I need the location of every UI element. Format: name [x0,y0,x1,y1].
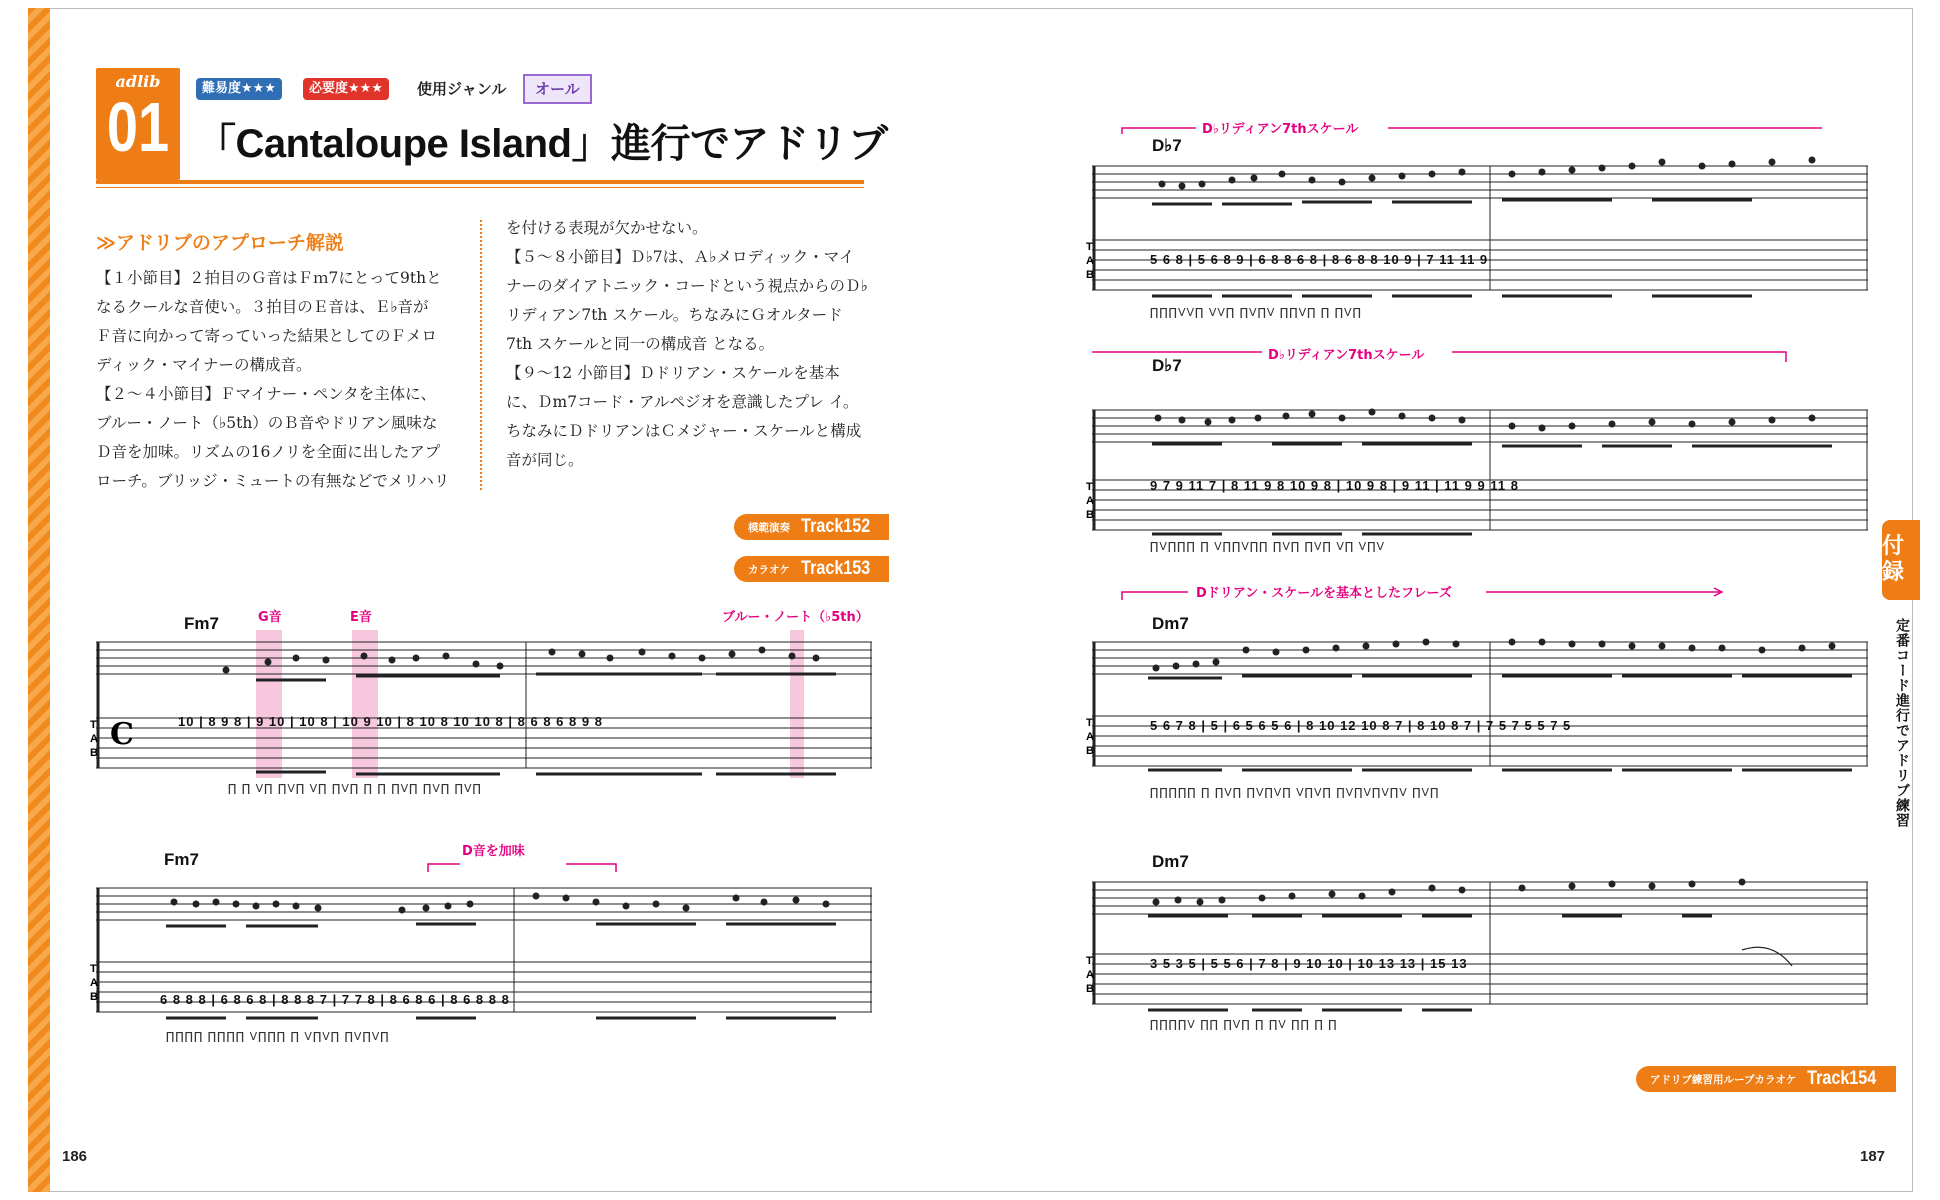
svg-text:B: B [1086,983,1094,995]
karaoke-track-label: カラオケ [748,563,790,576]
notation-system-left-1 [90,630,872,780]
svg-text:T: T [1086,481,1093,493]
badge-label: adlib [115,72,161,91]
explanation-col-1 [96,264,468,496]
highlight-g-note [256,630,282,778]
page-title: 「Cantaloupe Island」進行でアドリブ [196,122,888,166]
text-line: に、Ｄm7コード・アルペジオを意識したプレ イ。 [506,393,859,411]
explanation-col-2 [506,214,878,475]
page-number-left: 186 [62,1148,88,1165]
annotation-dorian: Dドリアン・スケールを基本としたフレーズ [1196,586,1452,601]
text-line: 【２～４小節目】Ｆマイナー・ペンタを主体に、 [96,385,437,403]
chord-symbol: Dm7 [1152,614,1189,633]
svg-text:A: A [1086,495,1094,507]
text-line: リディアン7th スケール。ちなみにＧオルタード [506,306,843,324]
model-track-pill[interactable] [734,514,889,540]
annotation-blue-note: ブルー・ノート（♭5th） [722,610,869,625]
svg-text:A: A [90,733,98,745]
svg-text:T: T [1086,955,1093,967]
picking-marks: ∏ ∏ V∏ ∏V∏ V∏ ∏V∏ ∏ ∏ ∏V∏ ∏V∏ ∏V∏ [228,782,482,795]
highlight-blue-note [790,630,804,778]
svg-text:B: B [1086,509,1094,521]
page-edge-stripe [28,8,50,1192]
svg-text:B: B [1086,745,1094,757]
text-line: ブルー・ノート（♭5th）のＢ音やドリアン風味な [96,414,438,432]
genre-value: オール [523,74,592,104]
karaoke-track-pill[interactable] [734,556,889,582]
chord-symbol: Fm7 [184,614,219,633]
title-rule-thin [96,187,864,188]
notation-system-right-3 [1086,586,1868,782]
notation-system-right-2 [1086,346,1868,536]
text-line: ちなみにＤドリアンはＣメジャー・スケールと構成 [506,422,862,440]
text-line: 音が同じ。 [506,451,584,469]
svg-text:A: A [1086,731,1094,743]
svg-text:T: T [1086,717,1093,729]
karaoke-track-number: Track153 [800,558,871,579]
model-track-label: 模範演奏 [748,521,790,534]
chord-symbol: Dm7 [1152,852,1189,871]
svg-text:T: T [90,719,97,731]
text-line: 【５～８小節目】Ｄ♭7は、Ａ♭メロディック・マイ [506,248,855,266]
adlib-badge [96,68,180,180]
text-line: Ｆ音に向かって寄っていった結果としてのＦメロ [96,327,438,345]
necessity-tag: 必要度★★★ [303,78,389,100]
text-line: 【９～12 小節目】Ｄドリアン・スケールを基本 [506,364,840,382]
picking-marks: ∏∏∏∏V ∏∏ ∏V∏ ∏ ∏V ∏∏ ∏ ∏ [1150,1018,1338,1031]
svg-text:B: B [90,747,98,759]
chord-symbol: D♭7 [1152,356,1182,375]
picking-marks: ∏V∏∏∏ ∏ V∏∏V∏∏ ∏V∏ ∏V∏ V∏ V∏V [1150,540,1386,553]
appendix-vertical-label: 定番コード進行でアドリブ練習 [1894,618,1910,828]
svg-text:T: T [1086,241,1093,253]
annotation-lydian7-1: D♭リディアン7thスケール [1202,122,1359,137]
annotation-e-note: E音 [350,610,372,625]
picking-marks: ∏∏∏VV∏ VV∏ ∏V∏V ∏∏V∏ ∏ ∏V∏ [1150,306,1362,319]
annotation-lydian7-2: D♭リディアン7thスケール [1268,348,1425,363]
loop-track-label: アドリブ練習用ループカラオケ [1650,1073,1797,1086]
svg-text:B: B [1086,269,1094,281]
svg-text:B: B [90,991,98,1003]
annotation-g-note: G音 [258,610,282,625]
tab-numbers: 5 6 8 | 5 6 8 9 | 6 8 8 6 8 | 8 6 8 8 10 9 | 7 11 11 9 [1150,252,1489,267]
loop-track-number: Track154 [1807,1068,1877,1089]
badge-number: 01 [106,88,170,166]
svg-text:T: T [90,963,97,975]
svg-text:C: C [110,717,134,752]
text-line: を付ける表現が欠かせない。 [506,219,708,237]
text-line: ローチ。ブリッジ・ミュートの有無などでメリハリ [96,472,450,490]
tab-numbers: 3 5 3 5 | 5 5 6 | 7 8 | 9 10 10 | 10 13 13 | 15 13 [1150,956,1468,971]
appendix-tab[interactable]: 付録 [1882,520,1920,600]
tab-numbers: 6 8 8 8 | 6 8 6 8 | 8 8 8 7 | 7 7 8 | 8 6 8 6 | 8 6 8 8 8 [160,992,510,1007]
tab-numbers: 9 7 9 11 7 | 8 11 9 8 10 9 8 | 10 9 8 | 9 11 | 11 9 9 11 8 [1150,478,1519,493]
text-line: 【１小節目】２拍目のＧ音はＦｍ7にとって9thと [96,269,442,287]
annotation-d-note: D音を加味 [462,844,525,859]
loop-track-pill[interactable] [1636,1066,1896,1092]
chord-symbol: D♭7 [1152,136,1182,155]
section-heading: ≫アドリブのアプローチ解説 [96,232,344,254]
chord-symbol: Fm7 [164,850,199,869]
picking-marks: ∏∏∏∏∏ ∏ ∏V∏ ∏V∏V∏ V∏V∏ ∏V∏V∏V∏V ∏V∏ [1150,786,1440,799]
page-number-right: 187 [1860,1148,1886,1165]
highlight-e-note [352,630,378,778]
text-line: 7th スケールと同一の構成音 となる。 [506,335,775,353]
column-separator [480,220,482,490]
text-line: なるクールな音使い。３拍目のＥ音は、Ｅ♭音が [96,298,429,316]
text-line: Ｄ音を加味。リズムの16ノリを全面に出したアプ [96,443,441,461]
tab-numbers: 5 6 7 8 | 5 | 6 5 6 5 6 | 8 10 12 10 8 7 | 8 10 8 7 | 7 5 7 5 5 7 5 [1150,718,1572,733]
svg-text:A: A [90,977,98,989]
text-line: ナーのダイアトニック・コードという視点からのＤ♭ [506,277,868,295]
picking-marks: ∏∏∏∏ ∏∏∏∏ V∏∏∏ ∏ V∏V∏ ∏V∏V∏ [166,1030,390,1043]
model-track-number: Track152 [801,516,871,537]
difficulty-tag: 難易度★★★ [196,78,282,100]
tab-numbers: 10 | 8 9 8 | 9 10 | 10 8 | 10 9 10 | 8 10 8 10 10 8 | 8 6 8 6 8 9 8 [178,714,603,729]
text-line: ディック・マイナーの構成音。 [96,356,312,374]
svg-text:A: A [1086,255,1094,267]
genre-label: 使用ジャンル [417,80,507,98]
title-rule [96,180,864,184]
notation-system-right-1 [1086,122,1868,302]
svg-text:A: A [1086,969,1094,981]
notation-system-right-4 [1086,866,1868,1016]
